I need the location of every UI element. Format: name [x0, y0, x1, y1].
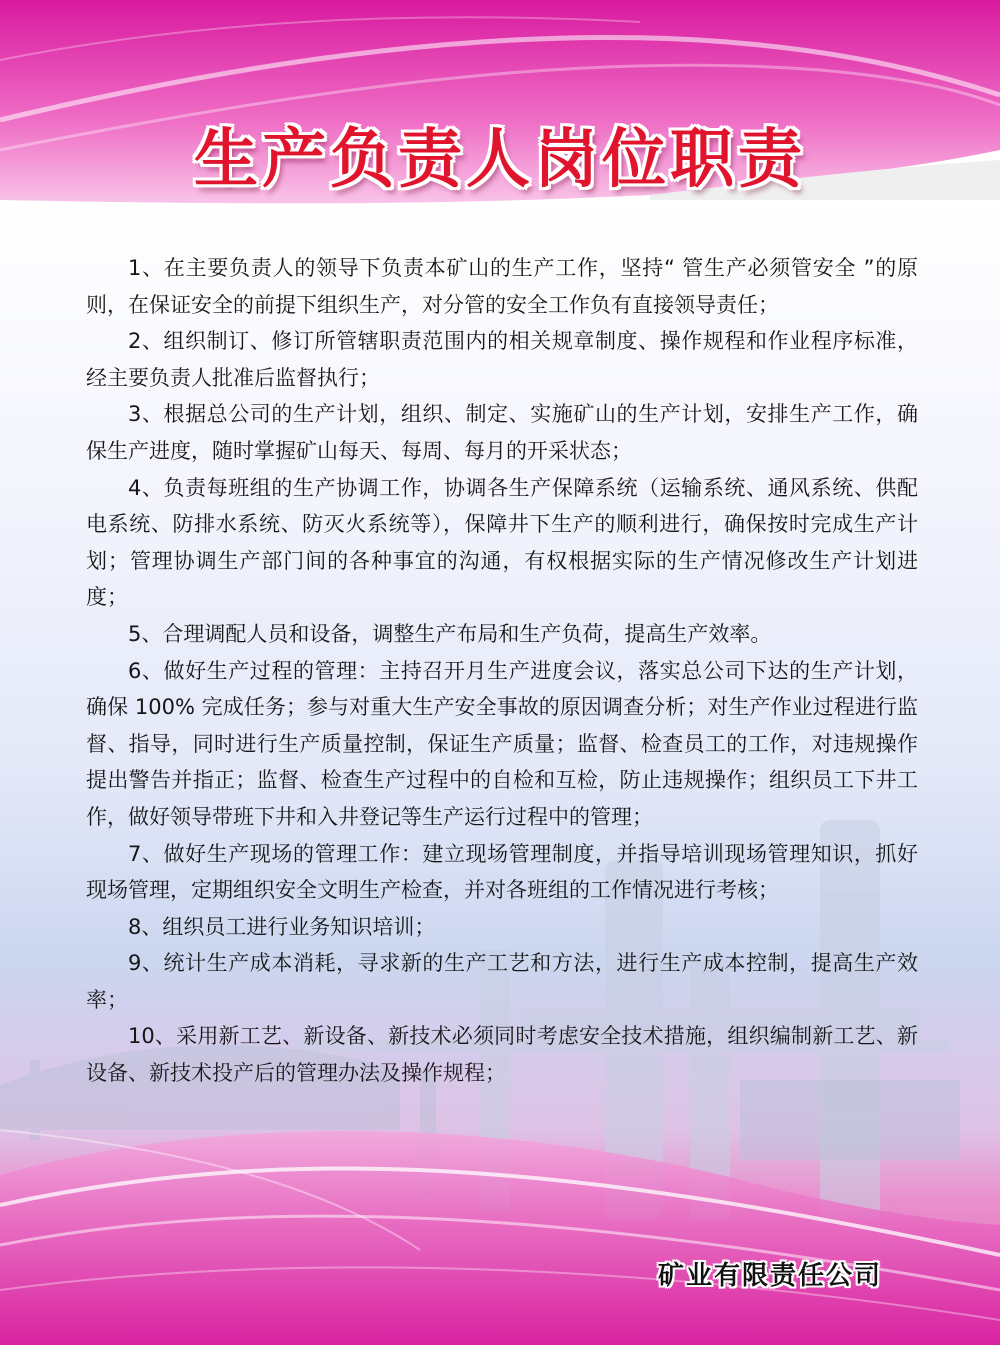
duty-item-2: 2、组织制订、修订所管辖职责范围内的相关规章制度、操作规程和作业程序标准，经主要负责人批准后监督执行；: [86, 329, 918, 390]
duty-item-5: 5、合理调配人员和设备，调整生产布局和生产负荷，提高生产效率。: [128, 621, 772, 646]
duty-item-7: 7、做好生产现场的管理工作：建立现场管理制度，并指导培训现场管理知识，抓好现场管理，定期组织安全文明生产检查，并对各班组的工作情况进行考核；: [86, 841, 918, 903]
duty-item-8: 8、组织员工进行业务知识培训；: [128, 914, 436, 939]
duty-item-6: 6、做好生产过程的管理：主持召开月生产进度会议，落实总公司下达的生产计划，确保 100% 完成任务；参与对重大生产安全事故的原因调查分析；对生产作业过程进行监督、指导，同时进行生产质量控制，保证生产质量；监督、检查员工的工作，对违规操作提出警告并指正；监督、检查生产过程中的自检和互检，防止违规操作；组织员工下井工作，做好领导带班下井和入井登记等生产运行过程中的管理；: [86, 658, 918, 829]
duty-item-1: 1、在主要负责人的领导下负责本矿山的生产工作，坚持“ 管生产必须管安全 ”的原则，在保证安全的前提下组织生产，对分管的安全工作负有直接领导责任；: [86, 256, 918, 317]
poster-title: 生产负责人岗位职责: [194, 122, 806, 197]
duties-list: [86, 250, 918, 1092]
company-name: 矿业有限责任公司: [657, 1261, 882, 1291]
duty-item-10: 10、采用新工艺、新设备、新技术必须同时考虑安全技术措施，组织编制新工艺、新设备、新技术投产后的管理办法及操作规程；: [86, 1024, 918, 1086]
duty-item-3: 3、根据总公司的生产计划，组织、制定、实施矿山的生产计划，安排生产工作，确保生产进度，随时掌握矿山每天、每周、每月的开采状态；: [86, 402, 918, 463]
duty-item-4: 4、负责每班组的生产协调工作，协调各生产保障系统（运输系统、通风系统、供配电系统、防排水系统、防灭火系统等），保障井下生产的顺利进行，确保按时完成生产计划；管理协调生产部门间的各种事宜的沟通，有权根据实际的生产情况修改生产计划进度；: [86, 475, 918, 610]
duty-item-9: 9、统计生产成本消耗，寻求新的生产工艺和方法，进行生产成本控制，提高生产效率；: [86, 951, 918, 1012]
